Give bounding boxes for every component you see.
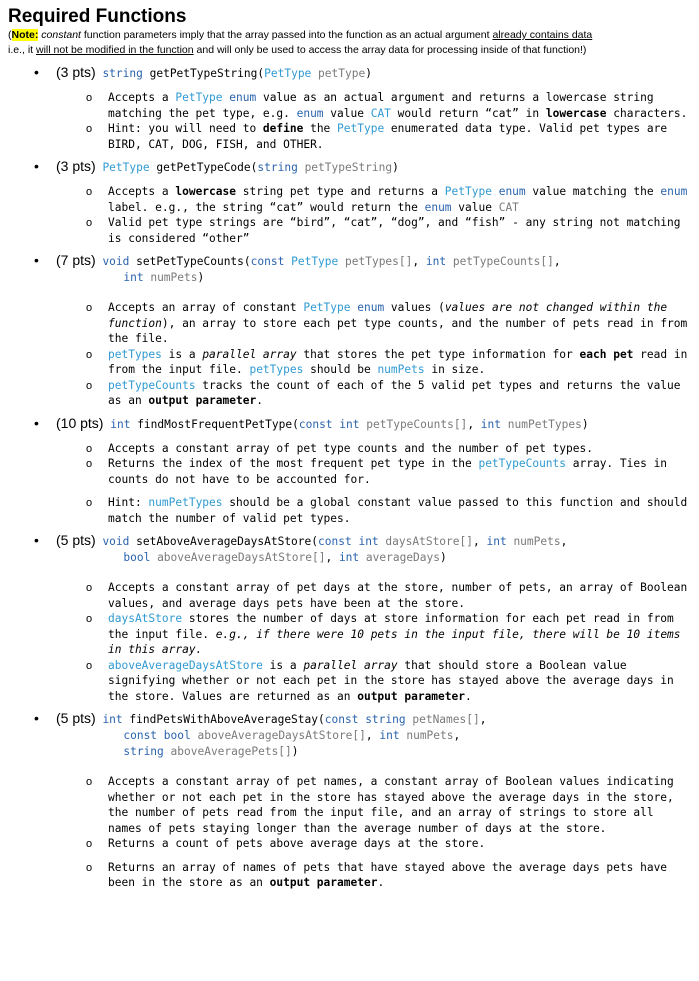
description-item: o Hint: you will need to define the PetType enumerated data type. Valid pet types are BIRD, CAT, DOG, FISH, and OTHER. bbox=[86, 122, 668, 151]
function-name: getPetTypeString bbox=[149, 67, 258, 80]
param-type: string bbox=[257, 161, 298, 174]
circle-bullet-icon: o bbox=[86, 442, 93, 455]
circle-bullet-icon: o bbox=[86, 302, 93, 314]
note-underline-1: already contains data bbox=[492, 29, 593, 41]
return-type: PetType bbox=[102, 161, 150, 174]
bullet-icon: • bbox=[34, 252, 39, 268]
description-list bbox=[56, 580, 691, 704]
points-label: (5 pts) bbox=[56, 710, 96, 726]
bullet-icon: • bbox=[34, 158, 39, 174]
description-item: o petTypeCounts tracks the count of each of the 5 valid pet types and returns the value as an output parameter. bbox=[86, 378, 681, 407]
function-item bbox=[8, 710, 691, 891]
function-item bbox=[8, 532, 691, 704]
description-item: o Accepts a constant array of pet type counts and the number of pet types. bbox=[86, 441, 593, 455]
function-item bbox=[8, 64, 691, 152]
circle-bullet-icon: o bbox=[86, 92, 93, 104]
note-constant: constant bbox=[41, 29, 81, 41]
function-signature: (3 pts) string getPetTypeString(PetType petType) bbox=[56, 64, 372, 80]
description-item: o aboveAverageDaysAtStore is a parallel array that should store a Boolean value signifying whether or not each pet in the store has stayed above the average days in the store. Values are returned as an output parameter. bbox=[86, 658, 674, 703]
description-item: o Accepts a constant array of pet names, a constant array of Boolean values indicating whether or not each pet in the store has stayed above the average days in the store, the number of pets read from the input file, and an array of strings to store all names of pets staying longer than the average number of days at the store. bbox=[86, 775, 674, 835]
description-item: o Hint: numPetTypes should be a global constant value passed to this function and should match the number of valid pet types. bbox=[86, 496, 688, 525]
points-label: (5 pts) bbox=[56, 532, 96, 548]
circle-bullet-icon: o bbox=[86, 497, 93, 509]
note-text-2: i.e., it bbox=[8, 44, 37, 56]
circle-bullet-icon: o bbox=[86, 838, 93, 850]
function-name: findPetsWithAboveAverageStay bbox=[129, 713, 318, 726]
function-name: setAboveAverageDaysAtStore bbox=[136, 535, 312, 548]
note-text-1: function parameters imply that the array passed into the function as an actual argument bbox=[80, 29, 493, 41]
param-type: PetType bbox=[264, 67, 312, 80]
circle-bullet-icon: o bbox=[86, 582, 93, 594]
description-item: o Valid pet type strings are “bird”, “cat”, “dog”, and “fish” - any string not matching is considered “other” bbox=[86, 216, 681, 245]
description-list bbox=[56, 774, 691, 891]
note-paragraph: (Note: constant function parameters imply that the array passed into the function as an actual argument already contains data i.e., it will not be modified in the function and will only be used to access the array data for processing inside of that function!) bbox=[8, 29, 593, 56]
function-name: setPetTypeCounts bbox=[136, 255, 244, 268]
circle-bullet-icon: o bbox=[86, 348, 93, 361]
return-type: void bbox=[102, 255, 130, 268]
description-item: o petTypes is a parallel array that stores the pet type information for each pet read in from the input file. petTypes should be numPets in size. bbox=[86, 347, 688, 376]
description-item: o Accepts a constant array of pet days at the store, number of pets, an array of Boolean values, and average days pets have been at the store. bbox=[86, 581, 688, 610]
note-label: Note: bbox=[11, 29, 39, 41]
return-type: int bbox=[102, 713, 123, 726]
return-type: int bbox=[110, 417, 131, 431]
description-item: o Accepts a lowercase string pet type and returns a PetType enum value matching the enum label. e.g., the string “cat” would return the enum value CAT bbox=[86, 185, 688, 214]
points-label: (3 pts) bbox=[56, 158, 96, 174]
circle-bullet-icon: o bbox=[86, 186, 93, 198]
points-label: (7 pts) bbox=[56, 252, 96, 268]
note-text-3: and will only be used to access the array data for processing inside of that function!) bbox=[193, 44, 587, 56]
function-signature: (10 pts) int findMostFrequentPetType(const int petTypeCounts[], int numPetTypes) bbox=[56, 414, 589, 431]
circle-bullet-icon: o bbox=[86, 379, 93, 392]
function-signature: (5 pts) void setAboveAverageDaysAtStore(const int daysAtStore[], int numPets, bool aboveAverageDaysAtStore[], int averageDays) bbox=[56, 532, 568, 564]
function-name: getPetTypeCode bbox=[156, 161, 251, 174]
page-title: Required Functions bbox=[8, 6, 187, 27]
description-list bbox=[56, 441, 691, 527]
function-signature: (3 pts) PetType getPetTypeCode(string petTypeString) bbox=[56, 158, 399, 174]
circle-bullet-icon: o bbox=[86, 123, 93, 135]
circle-bullet-icon: o bbox=[86, 458, 93, 470]
circle-bullet-icon: o bbox=[86, 613, 93, 625]
bullet-icon: • bbox=[34, 414, 39, 431]
return-type: string bbox=[102, 67, 143, 80]
description-list bbox=[56, 184, 691, 246]
description-item: o Accepts an array of constant PetType enum values (values are not changed within the function), an array to store each pet type counts, and the number of pets read in from the file. bbox=[86, 301, 688, 345]
function-name: findMostFrequentPetType bbox=[137, 417, 293, 431]
bullet-icon: • bbox=[34, 710, 39, 726]
description-item: o Returns an array of names of pets that have stayed above the average days pets have been in the store as an output parameter. bbox=[86, 860, 668, 889]
description-item: o Accepts a PetType enum value as an actual argument and returns a lowercase string matching the pet type, e.g. enum value CAT would return “cat” in lowercase characters. bbox=[86, 91, 688, 120]
bullet-icon: • bbox=[34, 64, 39, 80]
bullet-icon: • bbox=[34, 532, 39, 548]
circle-bullet-icon: o bbox=[86, 776, 93, 788]
function-item bbox=[8, 158, 691, 246]
note-underline-2: will not be modified in the function bbox=[36, 44, 194, 56]
points-label: (3 pts) bbox=[56, 64, 96, 80]
function-item bbox=[8, 415, 691, 527]
function-item bbox=[8, 252, 691, 409]
param-name: petTypeString bbox=[304, 161, 393, 174]
function-signature: (5 pts) int findPetsWithAboveAverageStay(const string petNames[], const bool aboveAverageDaysAtStore[], int numPets, string aboveAveragePets[]) bbox=[56, 710, 487, 758]
circle-bullet-icon: o bbox=[86, 659, 93, 672]
circle-bullet-icon: o bbox=[86, 217, 93, 229]
description-item: o Returns the index of the most frequent pet type in the petTypeCounts array. Ties in counts do not have to be accounted for. bbox=[86, 457, 668, 486]
description-item: o Returns a count of pets above average days at the store. bbox=[86, 837, 486, 850]
circle-bullet-icon: o bbox=[86, 861, 93, 874]
points-label: (10 pts) bbox=[56, 414, 104, 431]
param-name: petType bbox=[318, 67, 366, 80]
description-list bbox=[56, 300, 691, 409]
description-item: o daysAtStore stores the number of days at store information for each pet read in from the input file. e.g., if there were 10 pets in the input file, there will be 10 items in this array. bbox=[86, 612, 681, 656]
description-list bbox=[56, 90, 691, 152]
return-type: void bbox=[102, 535, 130, 548]
function-signature: (7 pts) void setPetTypeCounts(const PetType petTypes[], int petTypeCounts[], int numPets) bbox=[56, 252, 561, 284]
